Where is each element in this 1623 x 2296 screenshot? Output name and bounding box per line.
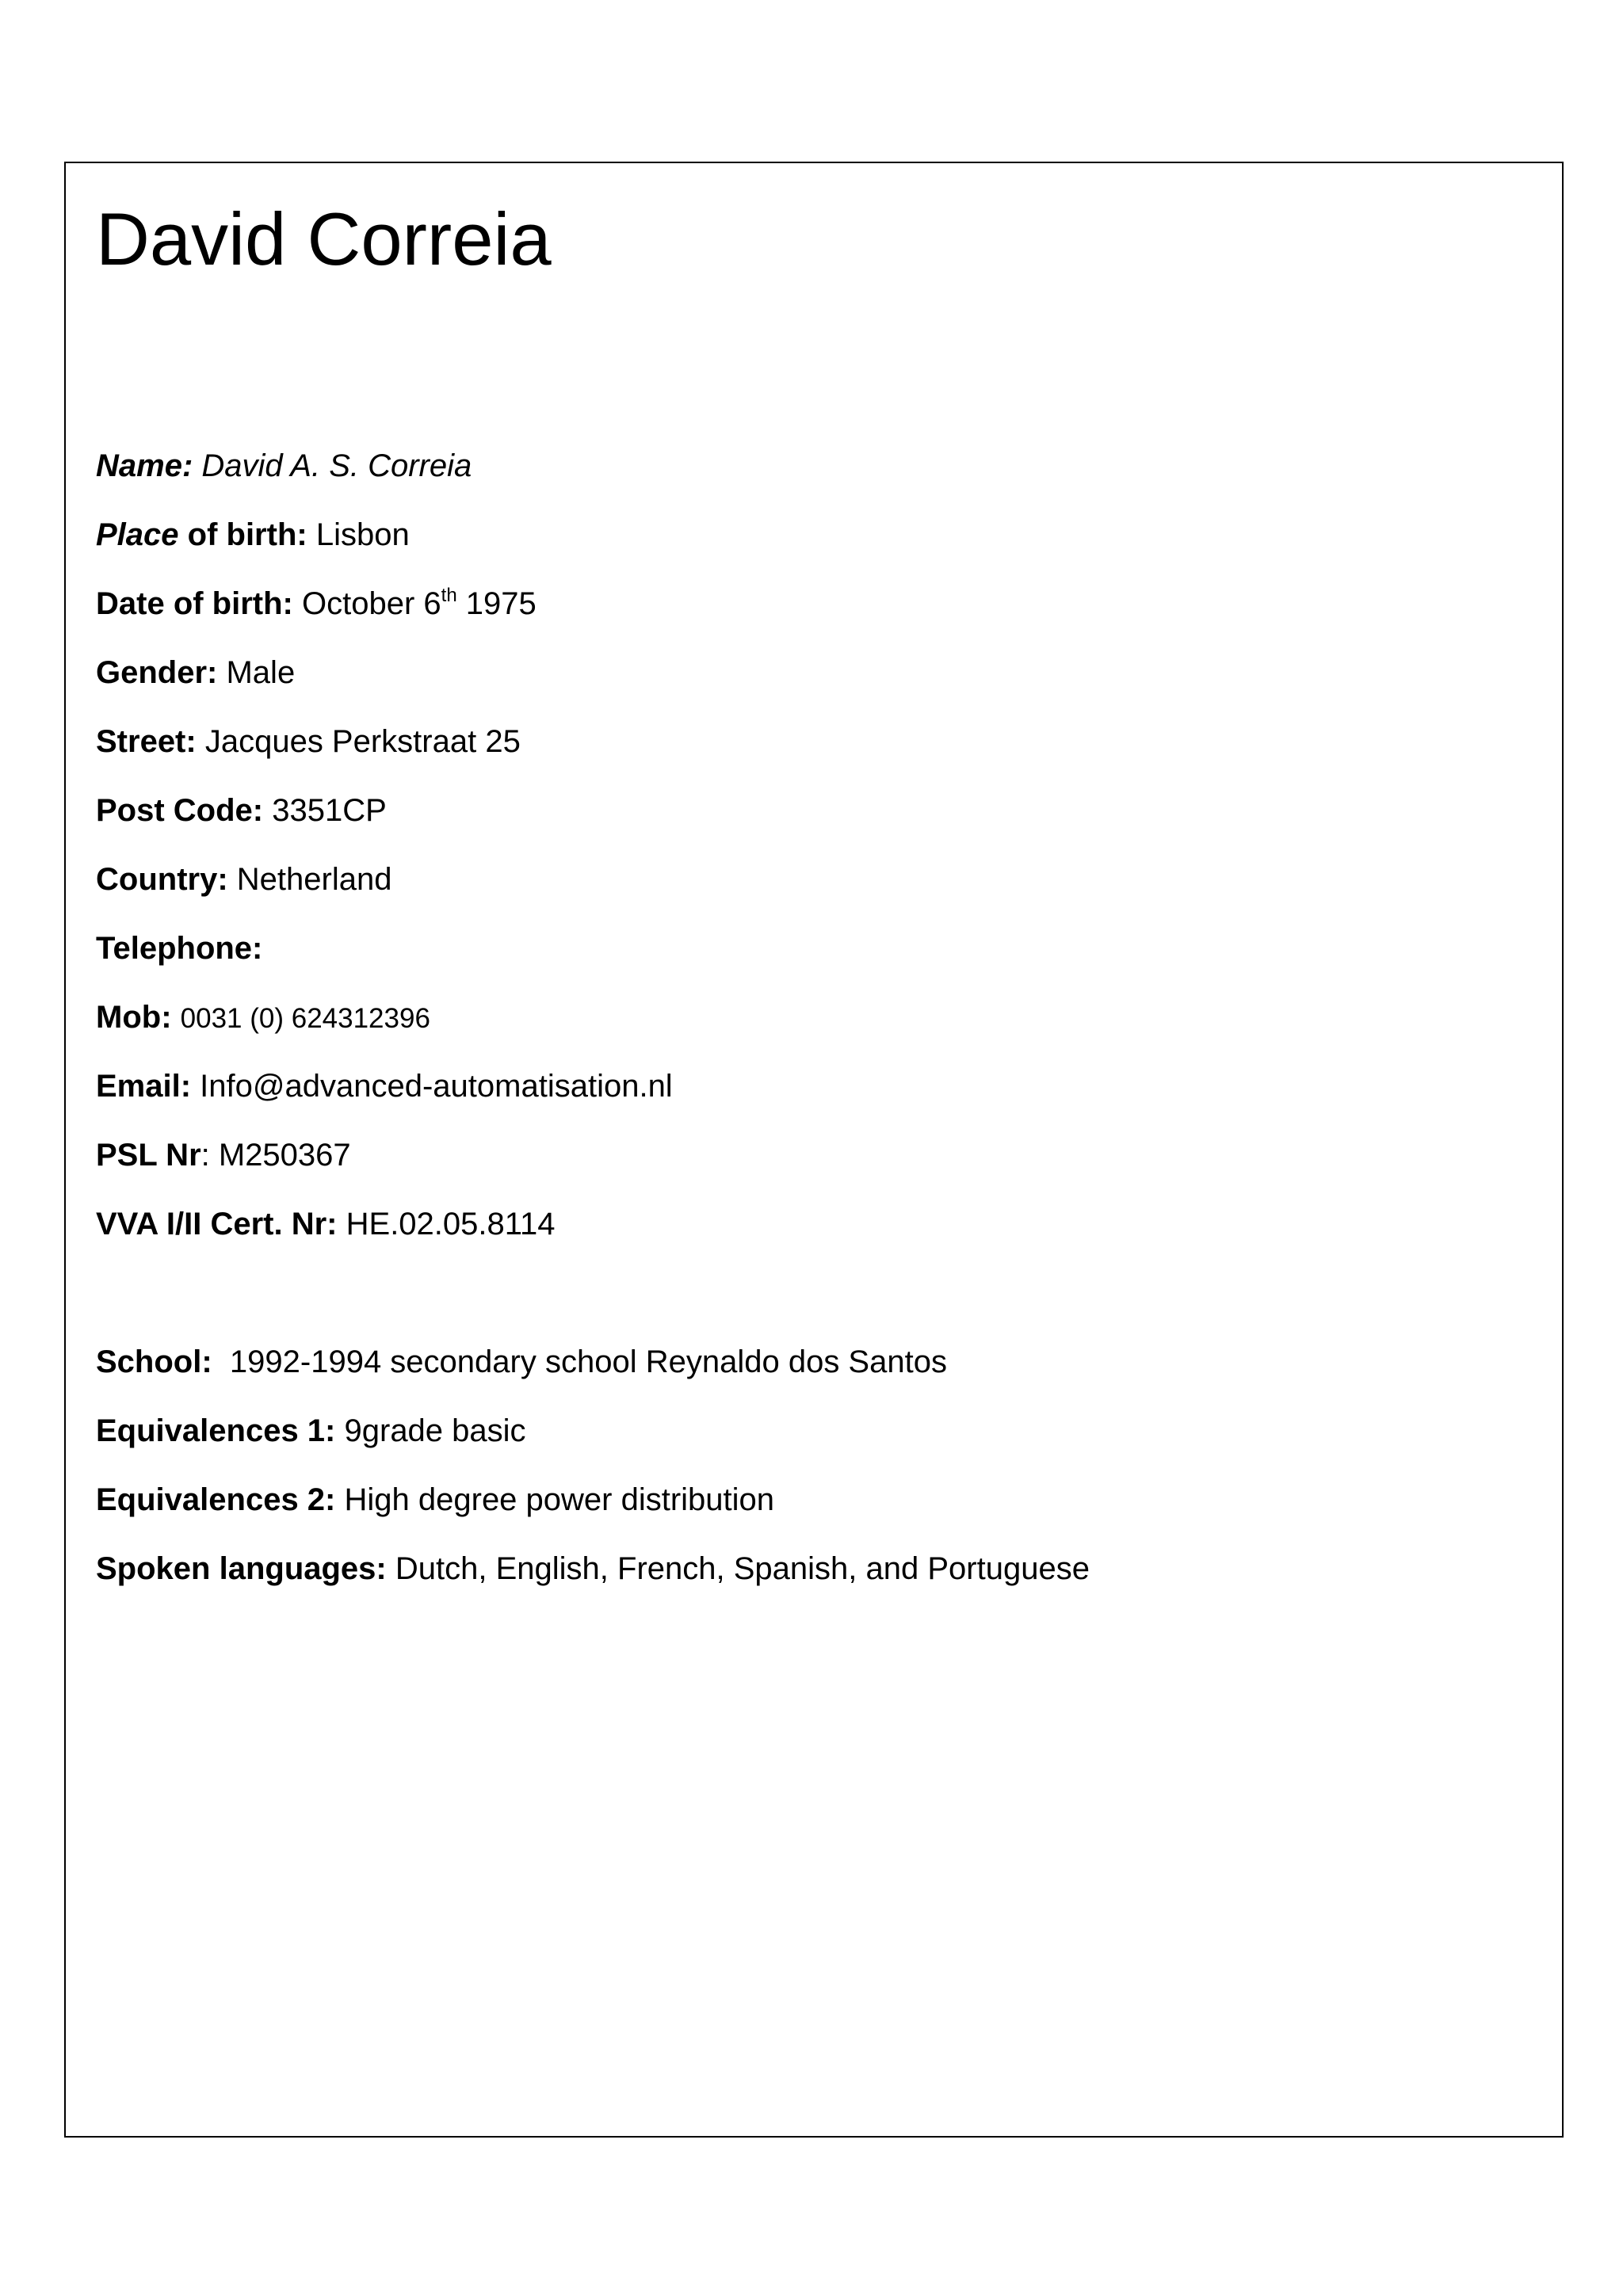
gender-label: Gender:: [96, 655, 218, 690]
field-place-of-birth: [96, 516, 410, 554]
field-street: [96, 723, 521, 761]
languages-value: Dutch, English, French, Spanish, and Portuguese: [395, 1551, 1090, 1586]
vva-label: VVA I/II Cert. Nr:: [96, 1207, 338, 1241]
place-label-rest: of birth:: [178, 517, 307, 552]
field-school: [96, 1343, 947, 1381]
equiv1-value: 9grade basic: [344, 1413, 526, 1448]
field-equivalences-1: [96, 1412, 526, 1450]
country-value: Netherland: [236, 862, 392, 897]
country-label: Country:: [96, 862, 228, 897]
field-spoken-languages: [96, 1550, 1090, 1588]
field-name: [96, 447, 472, 485]
dob-label: Date of birth:: [96, 586, 293, 621]
mob-value: 0031 (0) 624312396: [180, 1003, 430, 1034]
equiv1-label: Equivalences 1:: [96, 1413, 336, 1448]
postcode-value: 3351CP: [272, 793, 387, 828]
name-label: Name:: [96, 448, 193, 483]
place-value: Lisbon: [315, 517, 410, 552]
email-label: Email:: [96, 1069, 192, 1104]
dob-day: October 6: [302, 586, 441, 621]
field-gender: [96, 654, 295, 692]
dob-year: 1975: [456, 586, 537, 621]
postcode-label: Post Code:: [96, 793, 264, 828]
field-equivalences-2: [96, 1481, 774, 1519]
field-country: [96, 860, 391, 898]
telephone-label: Telephone:: [96, 931, 263, 966]
equiv2-value: High degree power distribution: [344, 1482, 775, 1517]
school-value: 1992-1994 secondary school Reynaldo dos Santos: [229, 1344, 947, 1379]
gender-value: Male: [226, 655, 296, 690]
field-psl-nr: [96, 1136, 351, 1174]
email-value: Info@advanced-automatisation.nl: [200, 1069, 673, 1104]
street-value: Jacques Perkstraat 25: [204, 724, 521, 759]
field-telephone: [96, 929, 262, 967]
street-label: Street:: [96, 724, 197, 759]
field-vva-cert: [96, 1205, 556, 1243]
field-post-code: [96, 791, 387, 830]
name-value: David A. S. Correia: [201, 448, 472, 483]
field-date-of-birth: [96, 585, 537, 623]
document-title: David Correia: [96, 197, 552, 280]
languages-label: Spoken languages:: [96, 1551, 387, 1586]
dob-ordinal-suffix: th: [441, 585, 457, 606]
vva-value: HE.02.05.8114: [346, 1207, 556, 1241]
place-label-italic: Place: [96, 517, 179, 552]
psl-value: : M250367: [200, 1138, 351, 1173]
field-mobile: [96, 998, 430, 1038]
mob-label: Mob:: [96, 1000, 172, 1035]
equiv2-label: Equivalences 2:: [96, 1482, 336, 1517]
field-email: [96, 1067, 673, 1105]
school-label: School:: [96, 1344, 212, 1379]
psl-label: PSL Nr: [96, 1138, 201, 1173]
